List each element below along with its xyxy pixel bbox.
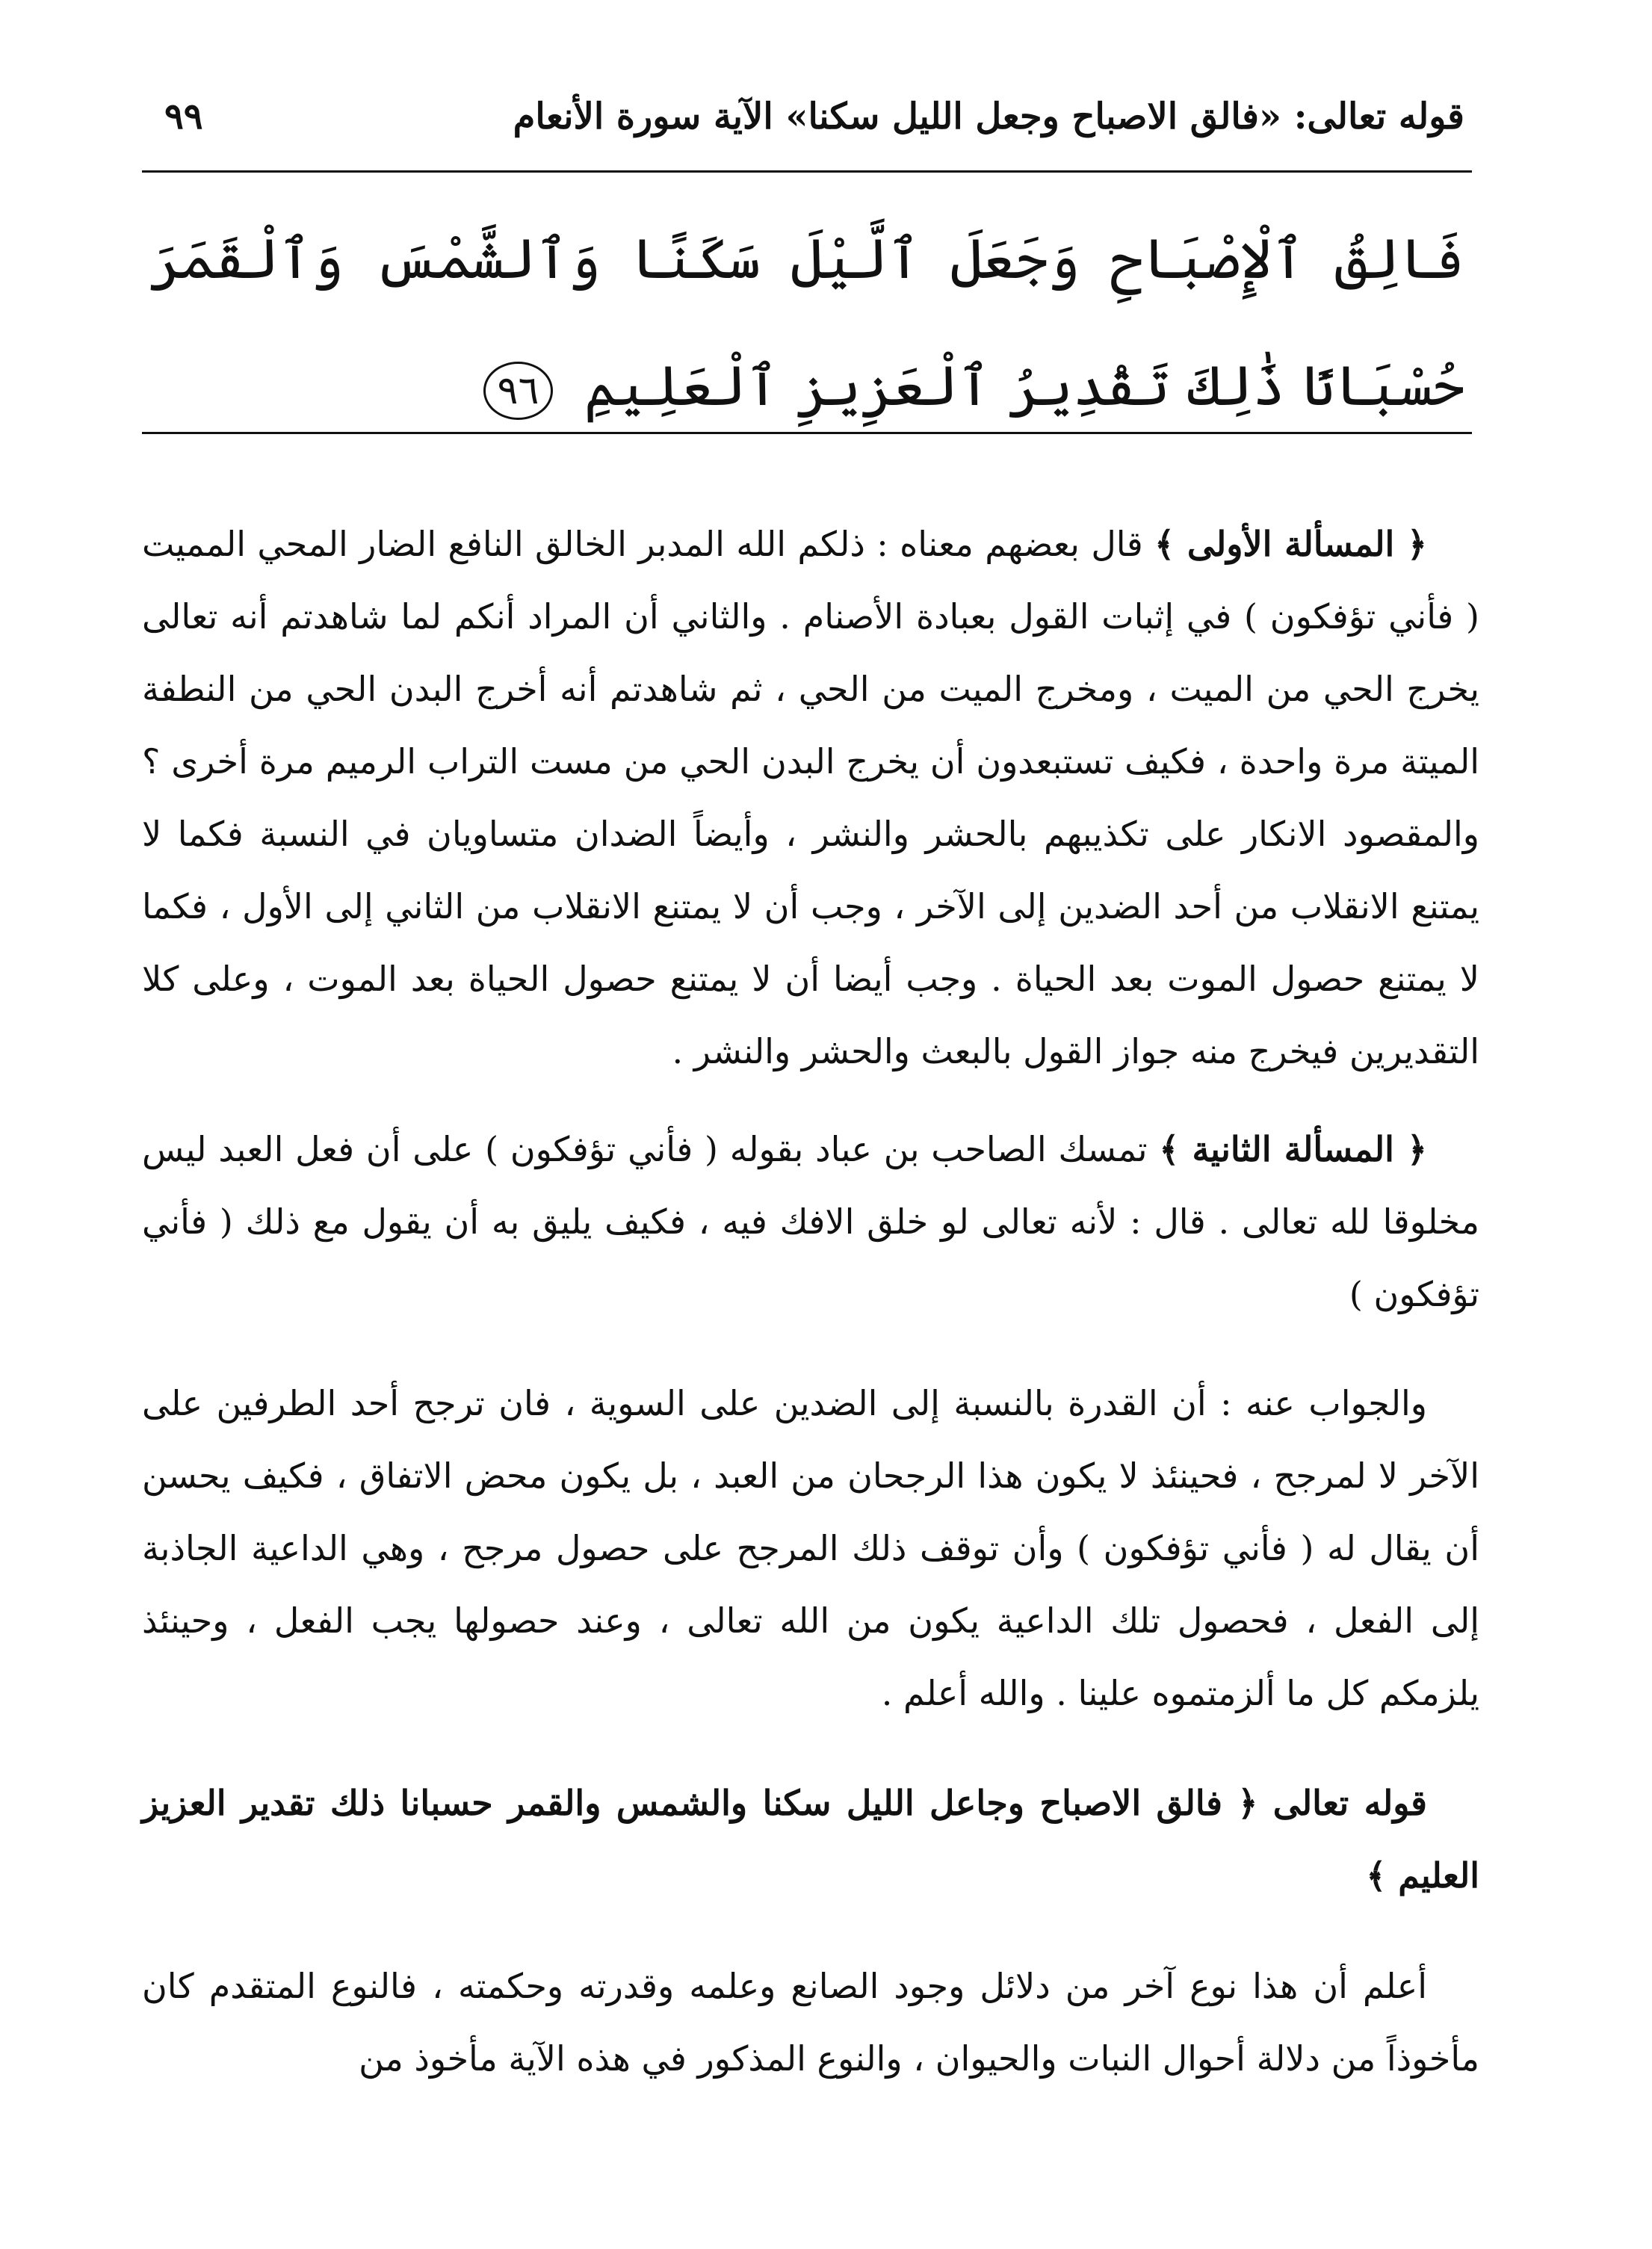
paragraph-first-issue [142,508,1479,1088]
paragraph-commentary [142,1950,1479,2095]
ayah-number-marker: ٩٦ [483,362,554,420]
quran-verse [149,196,1464,450]
paragraph-answer [142,1367,1479,1730]
first-issue-text: قال بعضهم معناه : ذلكم الله المدبر الخالق النافع الضار المحي المميت ( فأني تؤفكون ) في إثبات القول بعبادة الأصنام . والثاني أن المراد أنكم لما شاهدتم أنه تعالى يخرج الحي من الميت ، ومخرج الميت من الحي ، ثم شاهدتم أنه أخرج البدن الحي من النطفة الميتة مرة واحدة ، فكيف تستبعدون أن يخرج البدن الحي من مست التراب الرميم مرة أخرى ؟ والمقصود الانكار على تكذيبهم بالحشر والنشر ، وأيضاً الضدان متساويان في النسبة فكما لا يمتنع الانقلاب من أحد الضدين إلى الآخر ، وجب أن لا يمتنع الانقلاب من الثاني إلى الأول ، فكما لا يمتنع حصول الموت بعد الحياة . وجب أيضا أن لا يمتنع حصول الحياة بعد الموت ، وعلى كلا التقديرين فيخرج منه جواز القول بالبعث والحشر والنشر . [142,524,1479,1071]
answer-text: والجواب عنه : أن القدرة بالنسبة إلى الضدين على السوية ، فان ترجح أحد الطرفين على الآخر لا لمرجح ، فحينئذ لا يكون هذا الرجحان من العبد ، بل يكون محض الاتفاق ، فكيف يحسن أن يقال له ( فأني تؤفكون ) وأن توقف ذلك المرجح على حصول مرجح ، وهي الداعية الجاذبة إلى الفعل ، فحصول تلك الداعية يكون من الله تعالى ، وعند حصولها يجب الفعل ، وحينئذ يلزمكم كل ما ألزمتموه علينا . والله أعلم . [142,1383,1479,1713]
page-number: ٩٩ [164,96,203,137]
verse-text: فَالِقُ ٱلْإِصْبَاحِ وَجَعَلَ ٱلَّيْلَ سَكَنًا وَٱلشَّمْسَ وَٱلْقَمَرَ حُسْبَانًا ذَٰلِكَ تَقْدِيرُ ٱلْعَزِيزِ ٱلْعَلِيمِ [149,227,1464,418]
first-issue-heading: ﴿ المسألة الأولى ﴾ [1154,524,1428,564]
second-issue-text: تمسك الصاحب بن عباد بقوله ( فأني تؤفكون ) على أن فعل العبد ليس مخلوقا لله تعالى . قال : لأنه تعالى لو خلق الافك فيه ، فكيف يليق به أن يقول مع ذلك ( فأني تؤفكون ) [142,1129,1479,1314]
running-head: قوله تعالى: «فالق الاصباح وجعل الليل سكنا» الآية سورة الأنعام [513,96,1464,137]
second-issue-heading: ﴿ المسألة الثانية ﴾ [1159,1129,1427,1169]
paragraph-second-issue [142,1113,1479,1331]
verse-quote-text: قوله تعالى ﴿ فالق الاصباح وجاعل الليل سكنا والشمس والقمر حسبانا ذلك تقدير العزيز العليم ﴾ [142,1783,1479,1896]
commentary-text: أعلم أن هذا نوع آخر من دلائل وجود الصانع وعلمه وقدرته وحكمته ، فالنوع المتقدم كان مأخوذاً من دلالة أحوال النبات والحيوان ، والنوع المذكور في هذه الآية مأخوذ من [142,1966,1479,2079]
header-rule [142,170,1472,173]
page-header [149,88,1464,155]
paragraph-verse-quote [142,1767,1479,1912]
verse-rule [142,432,1472,434]
